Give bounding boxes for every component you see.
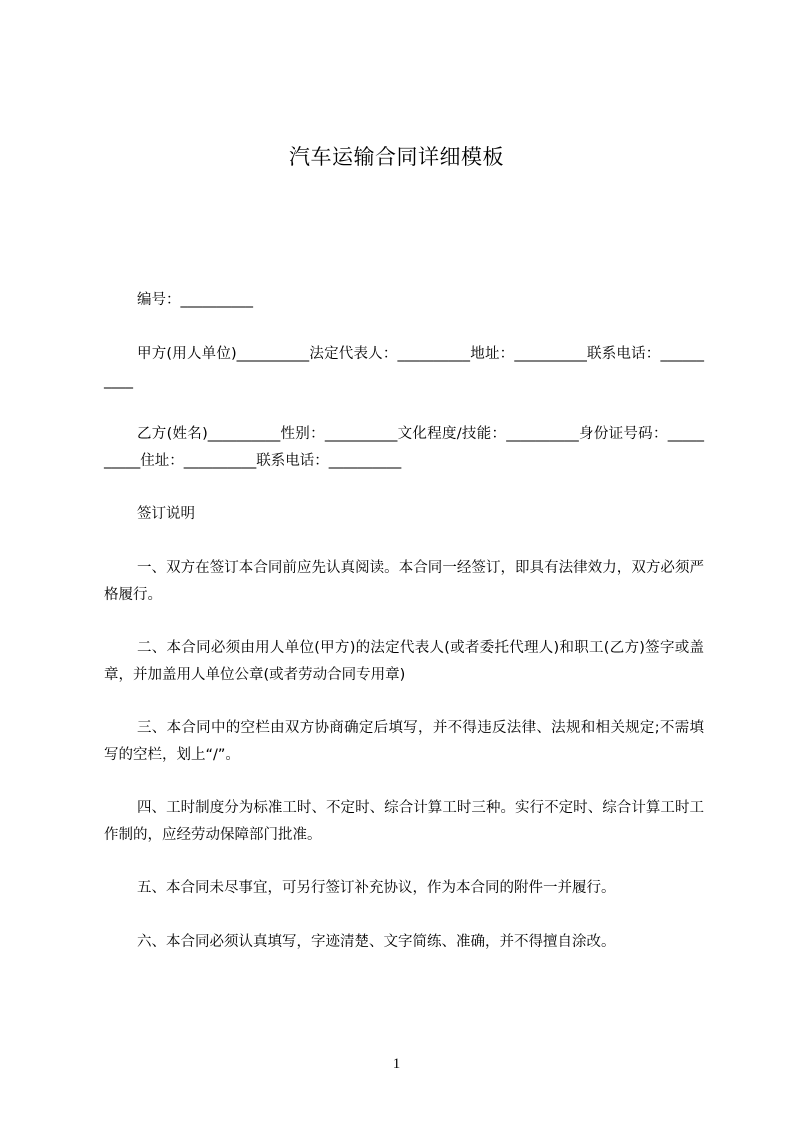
clause-4: 四、工时制度分为标准工时、不定时、综合计算工时三种。实行不定时、综合计算工时工作制的，应经劳动保障部门批准。 (104, 800, 704, 843)
clause-1: 一、双方在签订本合同前应先认真阅读。本合同一经签订，即具有法律效力，双方必须严格履行。 (104, 560, 704, 603)
page-number: 1 (392, 1056, 401, 1072)
signing-instructions-heading: 签订说明 (137, 506, 195, 522)
clause-6: 六、本合同必须认真填写，字迹清楚、文字简练、准确，并不得擅自涂改。 (137, 934, 616, 950)
serial-number-line: 编号：__________ (137, 292, 253, 308)
clause-2: 二、本合同必须由用人单位(甲方)的法定代表人(或者委托代理人)和职工(乙方)签字或盖章，并加盖用人单位公章(或者劳动合同专用章) (104, 640, 704, 683)
document-title: 汽车运输合同详细模板 (289, 145, 504, 169)
party-b-info: 乙方(姓名)__________性别：__________文化程度/技能：__________身份证号码：__________住址：__________联系电话：__________ (104, 426, 704, 469)
party-a-info: 甲方(用人单位)__________法定代表人：__________地址：__________联系电话：__________ (104, 346, 704, 389)
clause-3: 三、本合同中的空栏由双方协商确定后填写，并不得违反法律、法规和相关规定;不需填写的空栏，划上“/”。 (104, 720, 704, 763)
clause-5: 五、本合同未尽事宜，可另行签订补充协议，作为本合同的附件一并履行。 (137, 880, 616, 896)
